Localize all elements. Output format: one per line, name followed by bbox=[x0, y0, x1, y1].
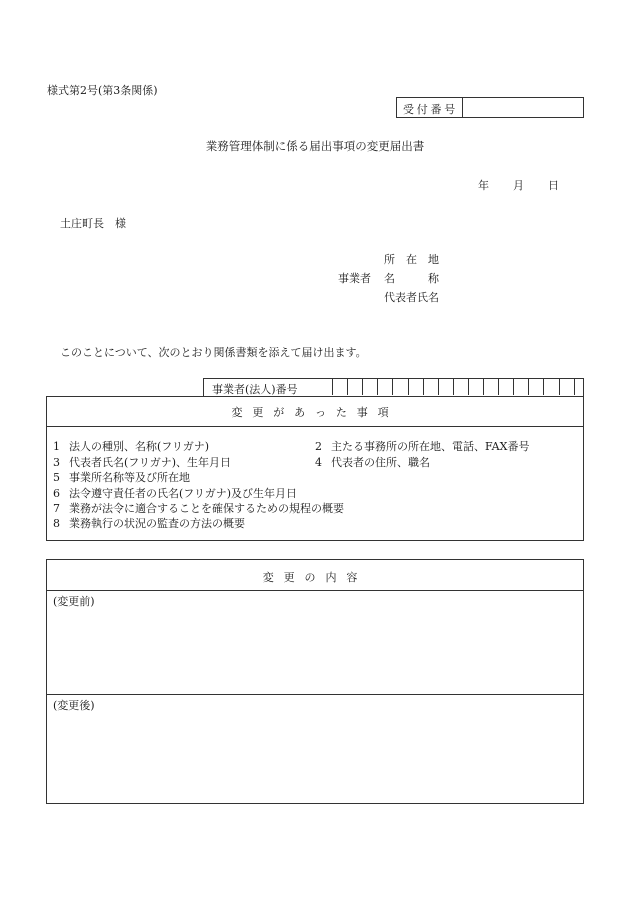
change-content-header: 変更の内容 bbox=[262, 571, 368, 584]
business-number-digit-cell[interactable] bbox=[513, 378, 528, 395]
change-item-number: 7 bbox=[53, 502, 60, 515]
business-number-digit-cell[interactable] bbox=[528, 378, 543, 395]
change-items-header: 変更があった事項 bbox=[231, 406, 399, 419]
change-item bbox=[53, 500, 344, 516]
change-item-number: 6 bbox=[53, 487, 60, 500]
business-number-digit-cell[interactable] bbox=[332, 378, 347, 395]
change-item-text: 業務執行の状況の監査の方法の概要 bbox=[69, 517, 245, 530]
applicant-representative-label: 代表者氏名 bbox=[384, 291, 439, 304]
reception-number-box bbox=[396, 97, 584, 118]
change-item-number: 4 bbox=[315, 456, 322, 469]
change-item-number: 1 bbox=[53, 440, 60, 453]
business-number-digit-cell[interactable] bbox=[498, 378, 513, 395]
date-year: 年 bbox=[478, 179, 489, 192]
change-item-number: 2 bbox=[315, 440, 322, 453]
change-item-text: 法令遵守責任者の氏名(フリガナ)及び生年月日 bbox=[69, 487, 298, 500]
change-content-box bbox=[46, 559, 584, 804]
applicant-address-label: 所 在 地 bbox=[384, 253, 439, 266]
change-item bbox=[53, 515, 245, 531]
business-number-digit-cell[interactable] bbox=[453, 378, 468, 395]
business-number-digit-cell[interactable] bbox=[574, 378, 589, 395]
reception-number-field[interactable] bbox=[467, 101, 577, 115]
change-item bbox=[53, 438, 209, 454]
business-number-digit-cell[interactable] bbox=[347, 378, 362, 395]
change-item-text: 代表者氏名(フリガナ)、生年月日 bbox=[69, 456, 232, 469]
form-title: 業務管理体制に係る届出事項の変更届出書 bbox=[205, 139, 425, 153]
change-item bbox=[53, 485, 297, 501]
before-content-field[interactable] bbox=[53, 610, 573, 690]
applicant-group-label: 事業者 bbox=[338, 272, 371, 285]
change-item-text: 業務が法令に適合することを確保するための規程の概要 bbox=[69, 502, 344, 515]
business-number-digit-cell[interactable] bbox=[438, 378, 453, 395]
change-item bbox=[53, 469, 190, 485]
applicant-name-label: 名 称 bbox=[384, 272, 439, 285]
business-number-digit-cell[interactable] bbox=[559, 378, 574, 395]
intro-text: このことについて、次のとおり関係書類を添えて届け出ます。 bbox=[60, 346, 367, 359]
business-number-digit-cell[interactable] bbox=[362, 378, 377, 395]
after-content-field[interactable] bbox=[53, 714, 573, 794]
business-number-digit-cell[interactable] bbox=[483, 378, 498, 395]
form-number: 様式第2号(第3条関係) bbox=[47, 84, 158, 97]
business-number-digit-cell[interactable] bbox=[543, 378, 558, 395]
change-item bbox=[53, 454, 231, 470]
change-item-number: 5 bbox=[53, 471, 60, 484]
change-item-number: 3 bbox=[53, 456, 60, 469]
business-number-digit-cell[interactable] bbox=[392, 378, 407, 395]
reception-number-label: 受付番号 bbox=[403, 103, 458, 116]
change-item-text: 法人の種別、名称(フリガナ) bbox=[69, 440, 210, 453]
change-item bbox=[315, 438, 529, 454]
date-month: 月 bbox=[513, 179, 524, 192]
change-item-number: 8 bbox=[53, 517, 60, 530]
business-number-digit-cell[interactable] bbox=[468, 378, 483, 395]
business-number-digit-cell[interactable] bbox=[377, 378, 392, 395]
addressee: 土庄町長 様 bbox=[60, 217, 126, 230]
business-number-label: 事業者(法人)番号 bbox=[212, 383, 298, 396]
business-number-digit-cell[interactable] bbox=[423, 378, 438, 395]
before-label: (変更前) bbox=[53, 595, 95, 608]
change-item-text: 事業所名称等及び所在地 bbox=[69, 471, 190, 484]
change-item-text: 主たる事務所の所在地、電話、FAX番号 bbox=[331, 440, 530, 453]
business-number-digit-cell[interactable] bbox=[408, 378, 423, 395]
change-item-text: 代表者の住所、職名 bbox=[331, 456, 430, 469]
date-day: 日 bbox=[548, 179, 559, 192]
change-item bbox=[315, 454, 430, 470]
after-label: (変更後) bbox=[53, 699, 95, 712]
